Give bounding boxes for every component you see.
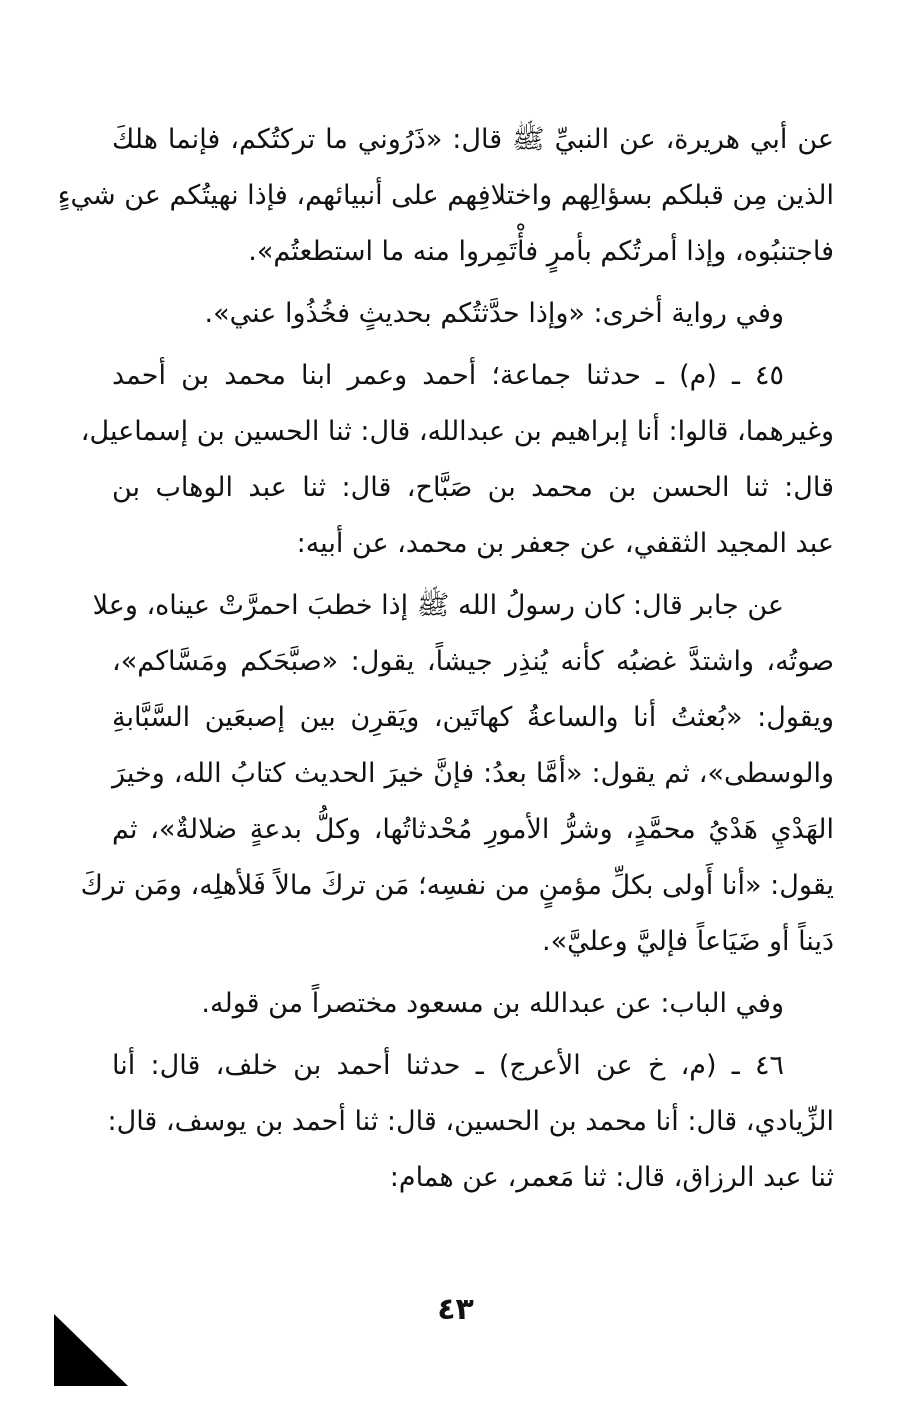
text-line-14: يقول: «أنا أَولى بكلِّ مؤمنٍ من نفسِه؛ مَن تركَ مالاً فَلأهلِه، ومَن تركَ (80, 870, 834, 901)
body-text (57, 112, 834, 1206)
text-line-6: وغيرهما، قالوا: أنا إبراهيم بن عبدالله، قال: ثنا الحسين بن إسماعيل، (80, 416, 834, 447)
text-line-16: وفي الباب: عن عبدالله بن مسعود مختصراً من قوله. (201, 988, 784, 1019)
text-line-8: عبد المجيد الثقفي، عن جعفر بن محمد، عن أبيه: (296, 528, 834, 559)
text-line-13: الهَدْيِ هَدْيُ محمَّدٍ، وشرُّ الأمورِ مُحْدثاتُها، وكلُّ بدعةٍ ضلالةٌ»، ثم (112, 814, 834, 845)
text-line-12: والوسطى»، ثم يقول: «أمَّا بعدُ: فإنَّ خيرَ الحديث كتابُ الله، وخيرَ (112, 758, 834, 789)
text-line-2: الذين مِن قبلكم بسؤالِهم واختلافِهم على أنبيائهم، فإذا نهيتُكم عن شيءٍ (57, 180, 834, 211)
text-line-17: ٤٦ ـ (م، خ عن الأعرج) ـ حدثنا أحمد بن خلف، قال: أنا (112, 1050, 784, 1081)
corner-triangle-shape (54, 1314, 128, 1386)
text-line-18: الزِّيادي، قال: أنا محمد بن الحسين، قال: ثنا أحمد بن يوسف، قال: (107, 1106, 834, 1137)
text-line-3: فاجتنبُوه، وإذا أمرتُكم بأمرٍ فأْتَمِروا منه ما استطعتُم». (248, 236, 834, 267)
text-line-15: دَيناً أو ضَيَاعاً فإليَّ وعليَّ». (542, 926, 834, 957)
text-line-5: ٤٥ ـ (م) ـ حدثنا جماعة؛ أحمد وعمر ابنا محمد بن أحمد (112, 360, 784, 391)
page-number: ٤٣ (437, 1292, 474, 1327)
text-line-1: عن أبي هريرة، عن النبيِّ ﷺ قال: «ذَرُوني ما تركتُكم، فإنما هلكَ (112, 124, 834, 155)
text-line-7: قال: ثنا الحسن بن محمد بن صَبَّاح، قال: ثنا عبد الوهاب بن (112, 472, 834, 503)
text-line-11: ويقول: «بُعثتُ أنا والساعةُ كهاتَين، ويَقرِن بين إصبعَين السَّبَّابةِ (112, 702, 834, 733)
text-line-4: وفي رواية أخرى: «وإذا حدَّثتُكم بحديثٍ فخُذُوا عني». (204, 298, 784, 329)
corner-triangle-mark (54, 1314, 128, 1386)
text-line-19: ثنا عبد الرزاق، قال: ثنا مَعمر، عن همام: (389, 1162, 834, 1193)
text-line-9: عن جابر قال: كان رسولُ الله ﷺ إذا خطبَ احمرَّتْ عيناه، وعلا (92, 590, 784, 621)
text-line-10: صوتُه، واشتدَّ غضبُه كأنه يُنذِر جيشاً، يقول: «صبَّحَكم ومَسَّاكم»، (112, 646, 834, 677)
